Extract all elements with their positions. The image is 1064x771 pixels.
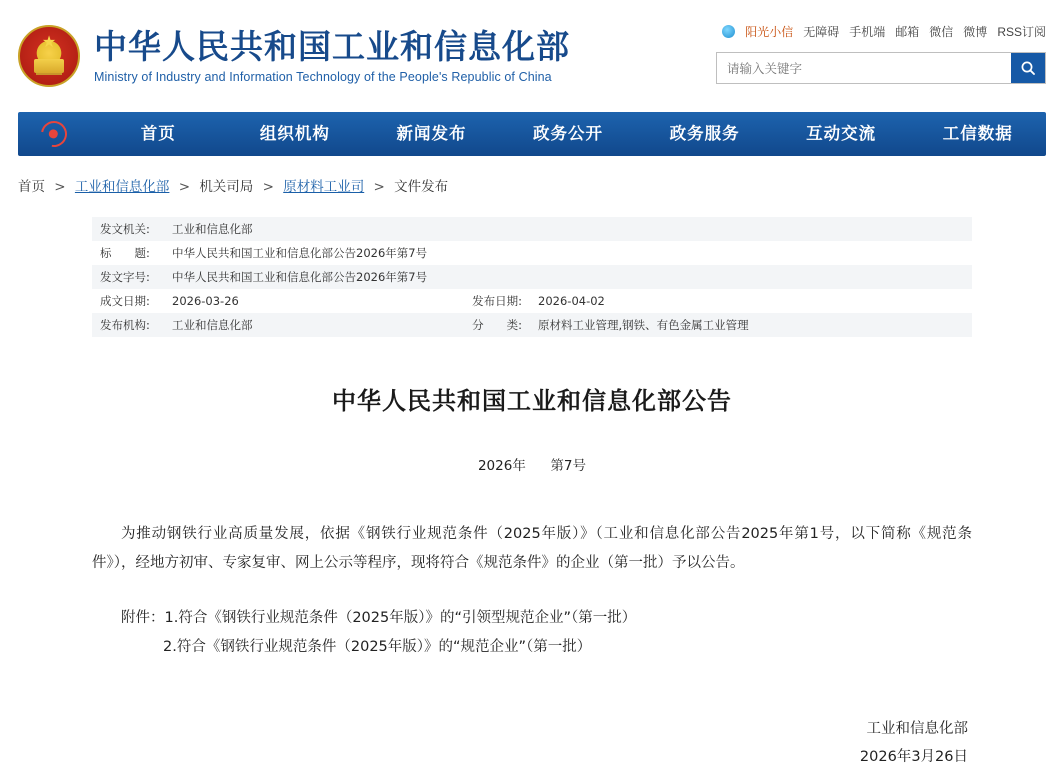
attachment-item-1: 1.符合《钢铁行业规范条件（2025年版）》的“引领型规范企业”（第一批） [164, 610, 637, 626]
document-signature [92, 716, 972, 771]
document-body [92, 520, 972, 662]
breadcrumb-item-home[interactable]: 首页 [18, 179, 45, 195]
site-header [0, 0, 1064, 112]
breadcrumb-separator: > [373, 179, 385, 195]
meta-value-publish-date: 2026-04-02 [538, 294, 605, 308]
top-link-accessibility[interactable]: 无障碍 [803, 24, 840, 39]
top-link-yangguangxiaoxin[interactable]: 阳光小信 [745, 24, 794, 39]
meta-label-category: 分 类: [472, 318, 523, 332]
breadcrumb-separator: > [262, 179, 274, 195]
search-input[interactable] [717, 53, 1011, 83]
meta-value-issuing-authority: 工业和信息化部 [172, 222, 253, 236]
breadcrumb-item-document-release: 文件发布 [394, 179, 449, 195]
meta-label-completion-date: 成文日期: [100, 294, 150, 308]
meta-value-title: 中华人民共和国工业和信息化部公告2026年第7号 [172, 246, 428, 260]
breadcrumb-item-departments[interactable]: 机关司局 [199, 179, 254, 195]
meta-row-title [92, 241, 972, 265]
breadcrumb-separator: > [54, 179, 66, 195]
nav-item-government-services[interactable]: 政务服务 [669, 124, 740, 143]
signature-authority: 工业和信息化部 [866, 721, 968, 737]
document-issue: 第7号 [550, 458, 587, 474]
attachment-label: 附件： [121, 610, 165, 626]
nav-item-government-affairs-disclosure[interactable]: 政务公开 [533, 124, 604, 143]
signature-date: 2026年3月26日 [859, 748, 968, 765]
national-emblem-icon [18, 25, 80, 87]
site-title-en: Ministry of Industry and Information Technology of the People's Republic of China [94, 69, 552, 84]
search-box [716, 52, 1046, 84]
site-brand[interactable] [18, 25, 570, 87]
document-meta-table [92, 217, 972, 337]
sun-lamp-icon [722, 25, 735, 38]
meta-label-document-number: 发文字号: [100, 270, 150, 284]
top-link-mobile[interactable]: 手机端 [849, 24, 886, 39]
document-container [0, 217, 1064, 771]
miit-swirl-logo-icon [36, 116, 72, 152]
meta-row-document-number [92, 265, 972, 289]
attachment-line-1 [92, 604, 972, 633]
document-paragraph-1: 为推动钢铁行业高质量发展，依据《钢铁行业规范条件（2025年版）》（工业和信息化部公告2025年第1号，以下简称《规范条件》），经地方初审、专家复审、网上公示等程序，现将符合《规范条件》的企业（第一批）予以公告。 [92, 526, 972, 571]
meta-row-publisher-category [92, 313, 972, 337]
top-link-rss[interactable]: RSS订阅 [997, 24, 1046, 39]
top-link-weibo[interactable]: 微博 [963, 24, 988, 39]
meta-value-document-number: 中华人民共和国工业和信息化部公告2026年第7号 [172, 270, 428, 284]
breadcrumb-separator: > [178, 179, 191, 195]
document-number-line [92, 454, 972, 474]
search-icon [1020, 60, 1036, 76]
breadcrumb-item-raw-materials-dept[interactable]: 原材料工业司 [283, 179, 365, 195]
top-link-list [716, 22, 1046, 40]
meta-label-publish-date: 发布日期: [472, 294, 523, 308]
nav-item-home[interactable]: 首页 [140, 124, 176, 143]
breadcrumb [18, 175, 1064, 195]
header-utilities [716, 22, 1046, 84]
nav-item-industry-data[interactable]: 工信数据 [942, 124, 1013, 143]
top-link-wechat[interactable]: 微信 [929, 24, 954, 39]
document-attachments [92, 604, 972, 662]
nav-item-interaction[interactable]: 互动交流 [806, 124, 877, 143]
meta-value-publisher: 工业和信息化部 [172, 318, 253, 332]
meta-label-title: 标 题: [100, 246, 150, 260]
document-title: 中华人民共和国工业和信息化部公告 [332, 387, 732, 415]
document-year: 2026年 [477, 458, 526, 474]
main-navigation [18, 112, 1046, 156]
meta-label-publisher: 发布机构: [100, 318, 150, 332]
nav-logo[interactable] [18, 121, 90, 147]
meta-row-issuing-authority [92, 217, 972, 241]
search-button[interactable] [1011, 53, 1045, 83]
meta-label-issuing-authority: 发文机关: [100, 222, 150, 236]
meta-row-dates [92, 289, 972, 313]
attachment-item-2: 2.符合《钢铁行业规范条件（2025年版）》的“规范企业”（第一批） [163, 639, 592, 655]
meta-value-category: 原材料工业管理,钢铁、有色金属工业管理 [538, 318, 749, 332]
meta-value-completion-date: 2026-03-26 [172, 294, 239, 308]
nav-item-news[interactable]: 新闻发布 [396, 124, 467, 143]
top-link-mail[interactable]: 邮箱 [895, 24, 920, 39]
nav-item-organization[interactable]: 组织机构 [259, 124, 330, 143]
breadcrumb-item-miit[interactable]: 工业和信息化部 [74, 179, 170, 195]
site-title-cn: 中华人民共和国工业和信息化部 [94, 27, 570, 67]
